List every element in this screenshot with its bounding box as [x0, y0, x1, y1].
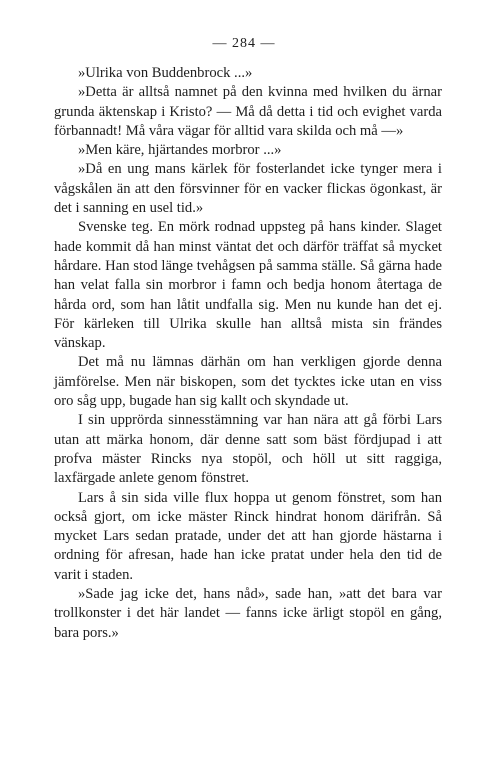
paragraph: Svenske teg. En mörk rodnad uppsteg på hans kinder. Slaget hade kommit då han minst väntat det och därför träffat så mycket hårdare. Han stod länge tvehågsen på samma ställe. Så gärna hade han velat falla sin morbror i famn och bedja honom återtaga de hårda ord, som han låtit undfalla sig. Men nu kunde han det ej. För kärleken till Ulrika skulle han alltså mista sin frändes vänskap. — [54, 219, 442, 352]
paragraph: »Men käre, hjärtandes morbror ...» — [78, 142, 282, 159]
paragraph: Det må nu lämnas därhän om han verkligen gjorde denna jämförelse. Men när biskopen, som det tycktes icke utan en viss oro såg upp, bugade han sig kallt och skyndade ut. — [54, 354, 442, 410]
paragraph: Lars å sin sida ville flux hoppa ut genom fönstret, som han också gjort, om icke mäster Rinck hindrat honom därifrån. Så mycket Lars sedan pratade, under det att han gjorde hästarna i ordning för afresan, hade han icke pratat under hela den tid de varit i staden. — [54, 489, 442, 583]
page-number: — 284 — — [212, 36, 276, 51]
paragraph: I sin upprörda sinnesstämning var han nära att gå förbi Lars utan att märka honom, där denne satt som bäst fördjupad i att profva mäster Rincks nya stopöl, och höll ut sitt raggiga, laxfärgade anlete genom fönstret. — [54, 412, 442, 487]
paragraph: »Sade jag icke det, hans nåd», sade han, »att det bara var trollkonster i det här landet — fanns icke ärligt stopöl en gång, bara pors.» — [54, 586, 442, 641]
body-text — [54, 64, 442, 643]
paragraph: »Då en ung mans kärlek för fosterlandet icke tynger mera i vågskålen än att den försvinner för en vacker flickas ögonkast, är det i sanning en usel tid.» — [54, 161, 442, 217]
paragraph: »Detta är alltså namnet på den kvinna med hvilken du ärnar grunda äktenskap i Kristo? — Må då detta i tid och evighet varda förbannadt! Må våra vägar för alltid vara skilda och må —» — [54, 84, 442, 139]
paragraph: »Ulrika von Buddenbrock ...» — [78, 65, 253, 81]
